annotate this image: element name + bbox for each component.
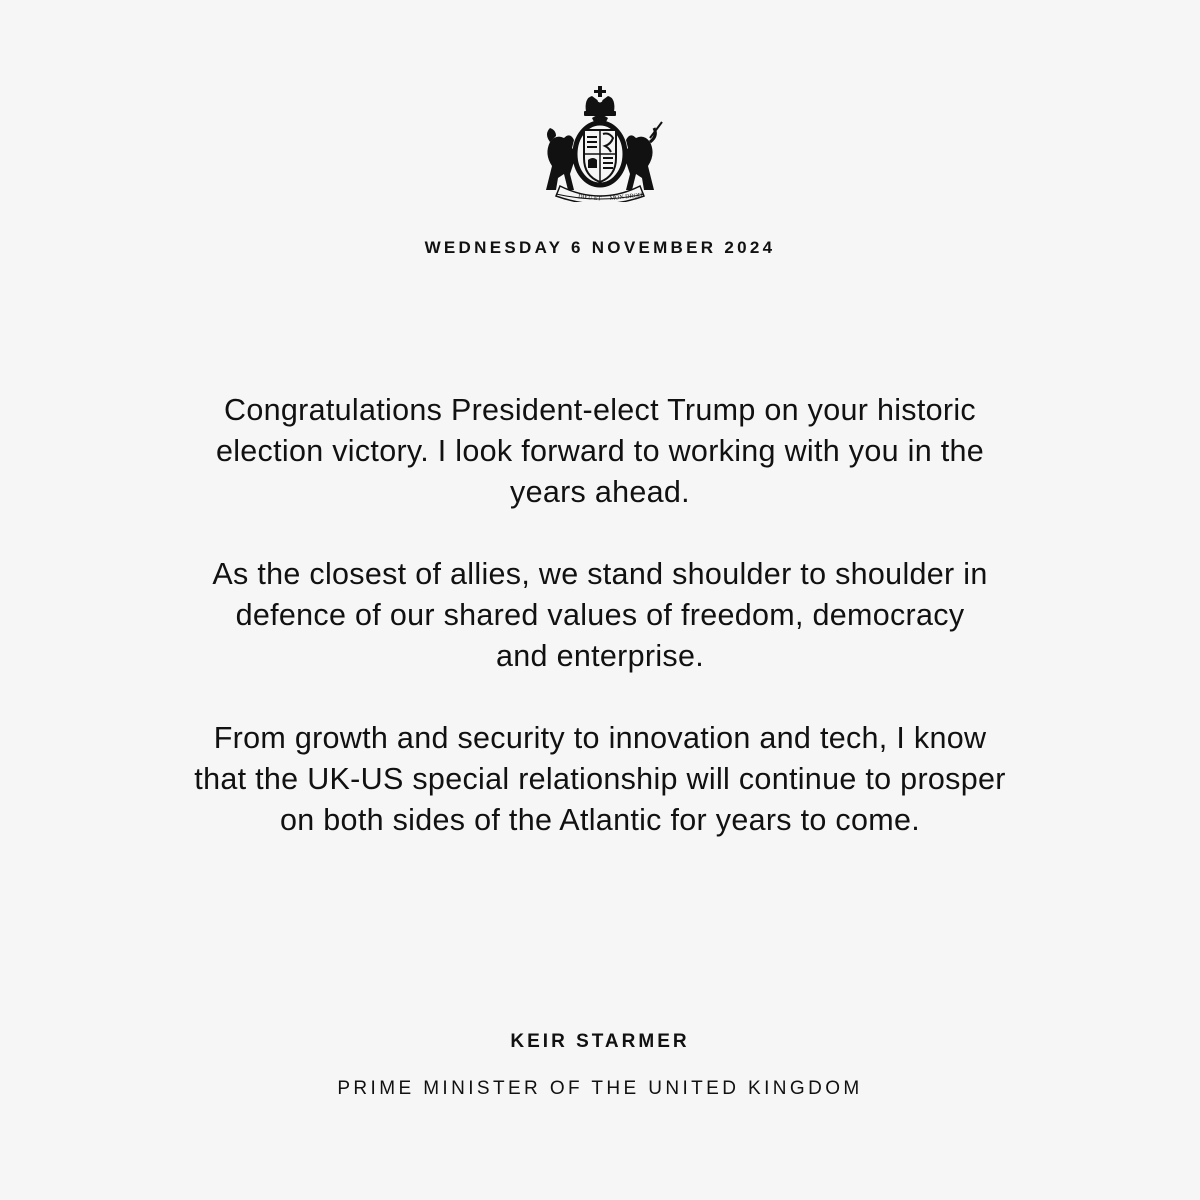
svg-text:MON DROIT: MON DROIT xyxy=(609,192,644,202)
paragraph-1 xyxy=(100,390,1100,513)
paragraph-2 xyxy=(100,554,1100,677)
royal-coat-of-arms-icon xyxy=(526,82,674,202)
signatory-title: PRIME MINISTER OF THE UNITED KINGDOM xyxy=(337,1078,863,1099)
svg-text:DIEU ET: DIEU ET xyxy=(577,194,602,202)
statement-date: WEDNESDAY 6 NOVEMBER 2024 xyxy=(424,238,776,257)
signatory-name: KEIR STARMER xyxy=(510,1031,690,1052)
paragraph-line: From growth and security to innovation and tech, I know xyxy=(213,721,987,755)
paragraph-3 xyxy=(100,718,1100,841)
paragraph-line: that the UK-US special relationship will continue to prosper xyxy=(194,762,1006,796)
statement-body xyxy=(100,390,1100,882)
paragraph-line: and enterprise. xyxy=(496,639,704,673)
paragraph-line: election victory. I look forward to working with you in the xyxy=(215,434,985,468)
paragraph-line: on both sides of the Atlantic for years to come. xyxy=(280,803,920,837)
paragraph-line: As the closest of allies, we stand shoulder to shoulder in xyxy=(212,557,988,591)
paragraph-line: Congratulations President-elect Trump on your historic xyxy=(224,393,976,427)
paragraph-line: years ahead. xyxy=(510,475,690,509)
paragraph-line: defence of our shared values of freedom, democracy xyxy=(235,598,965,632)
